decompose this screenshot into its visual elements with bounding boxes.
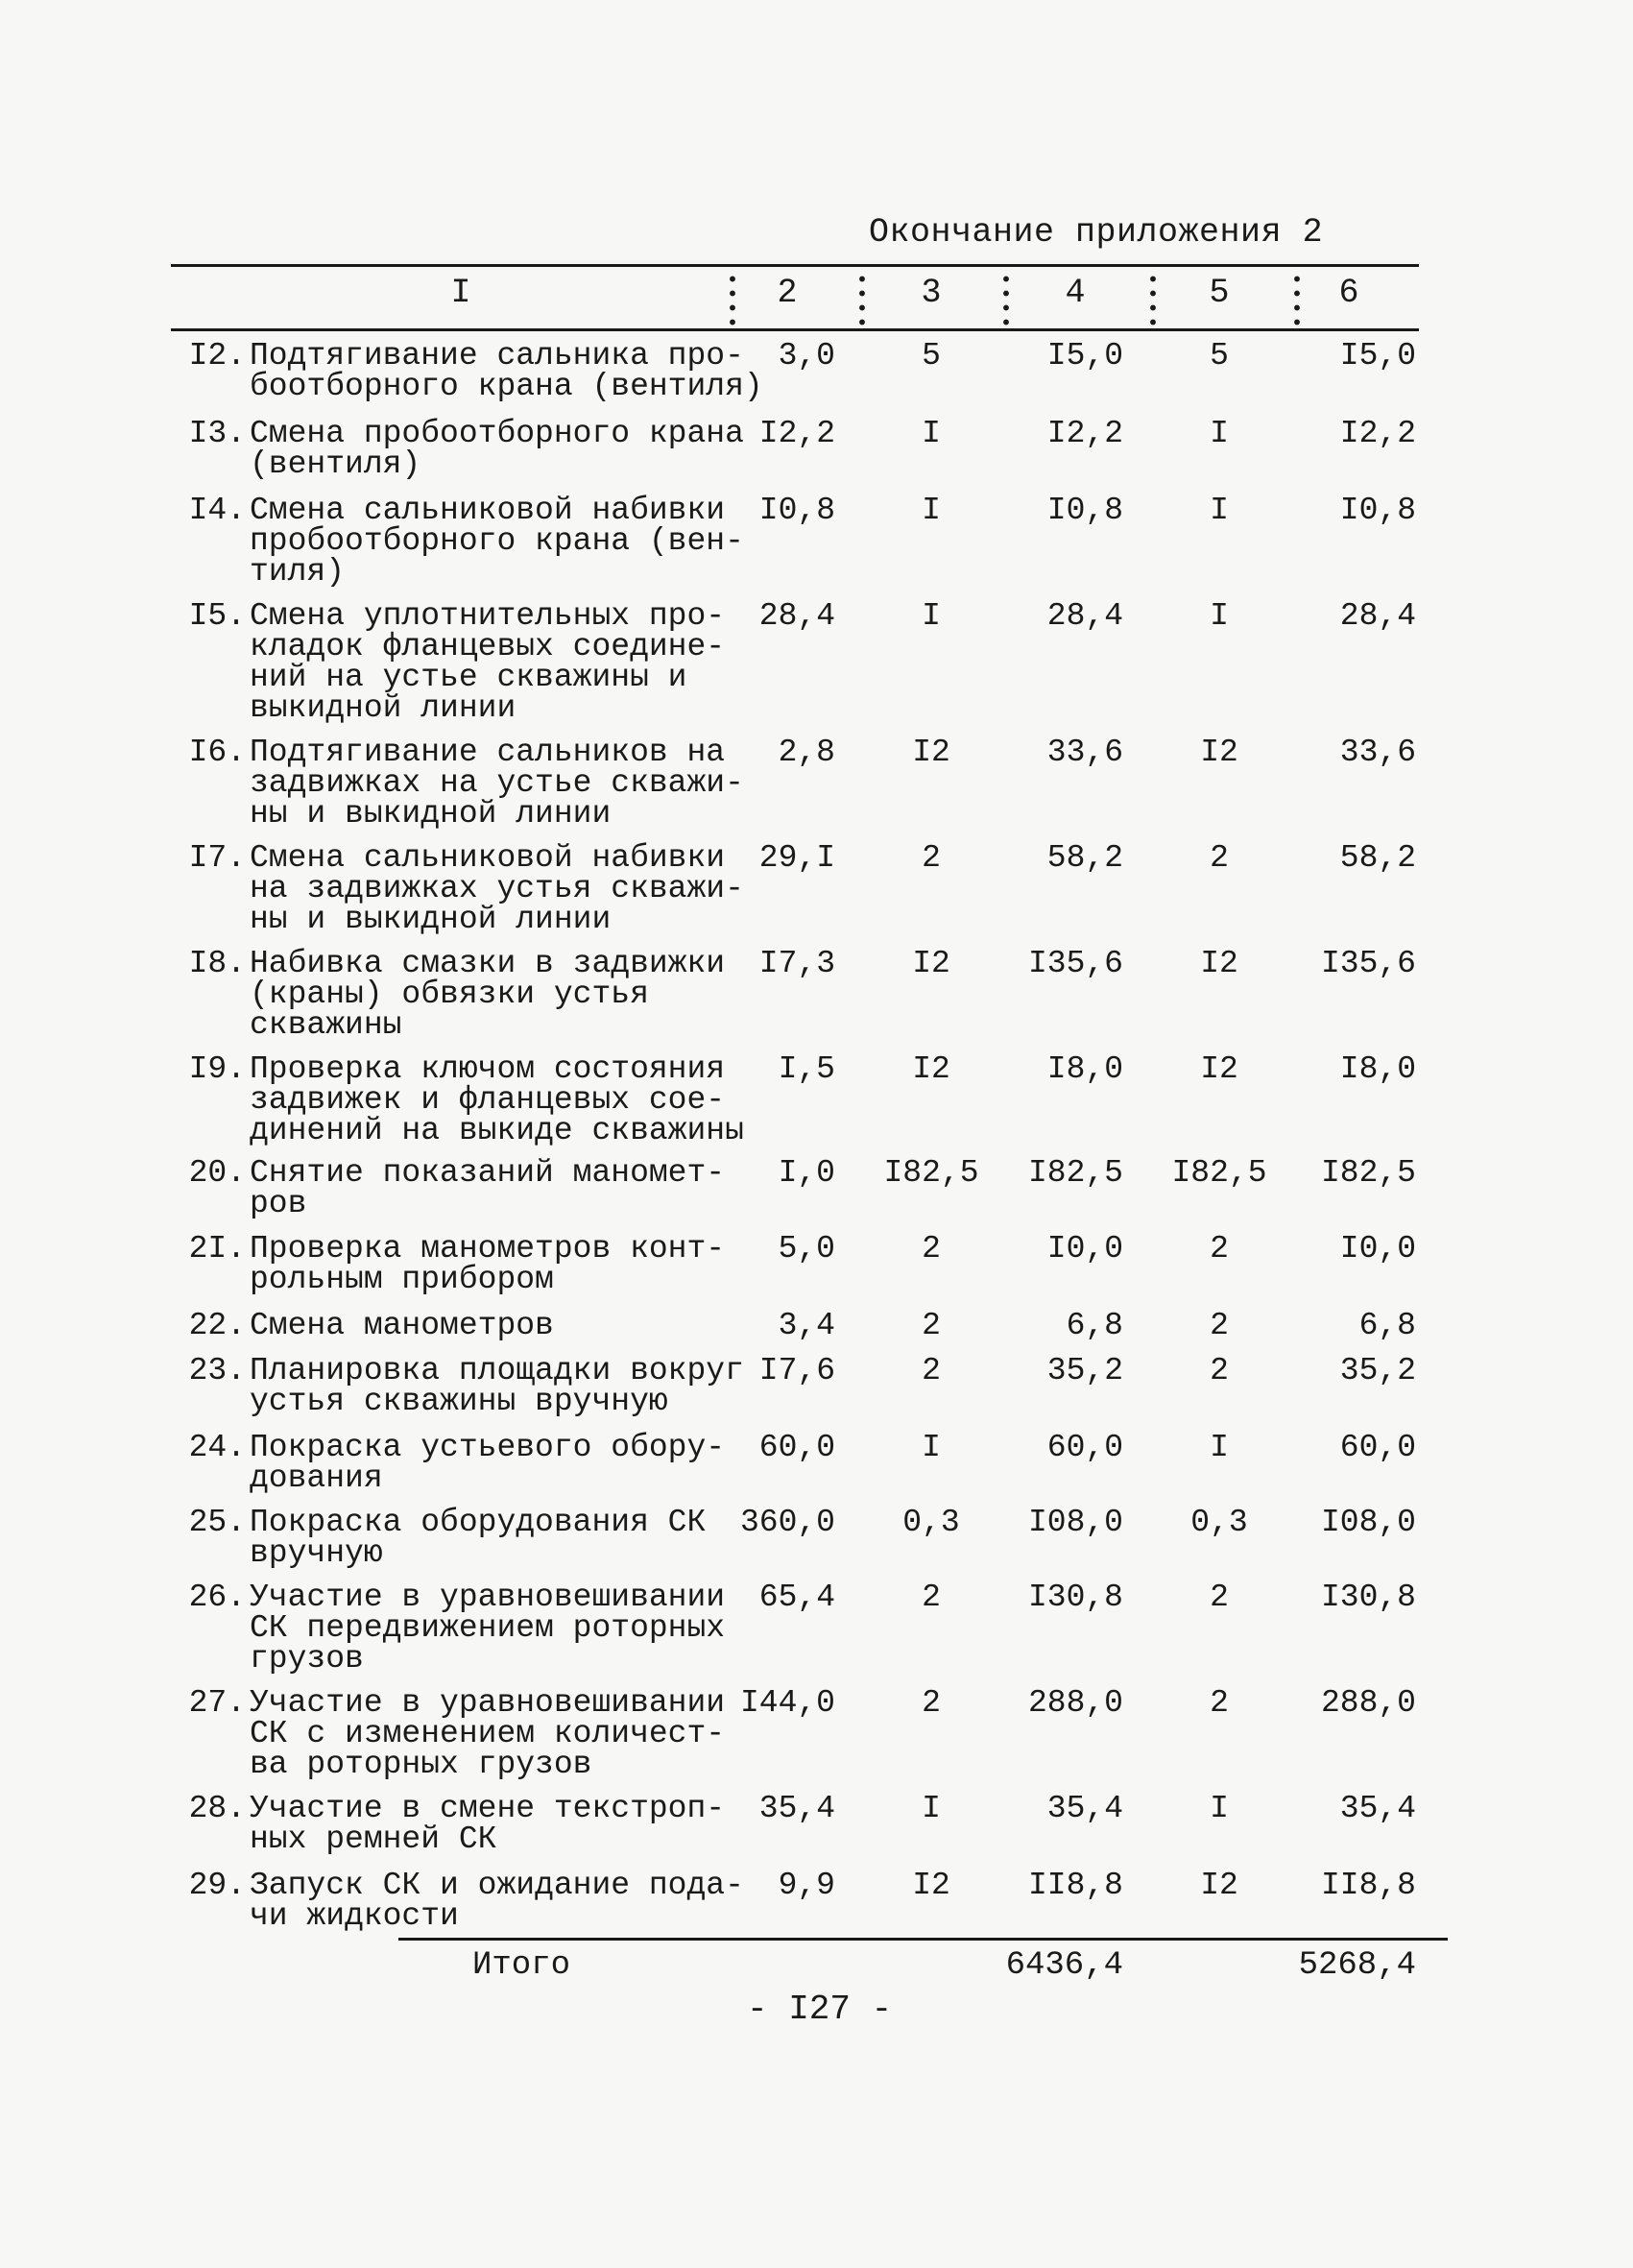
- cell-c5: I82,5: [1171, 1155, 1267, 1191]
- row-number: 25.: [188, 1505, 246, 1540]
- description-line: Проверка ключом состояния: [250, 1051, 726, 1087]
- description-line: тиля): [250, 554, 346, 590]
- total-label: Итого: [472, 1947, 571, 1984]
- row-number: 27.: [188, 1685, 246, 1721]
- cell-c5: I: [1210, 598, 1229, 634]
- description-line: дования: [250, 1460, 383, 1496]
- row-number: I9.: [188, 1051, 246, 1087]
- total-top-rule: [398, 1938, 1448, 1941]
- header-col-3: 3: [921, 274, 942, 312]
- description-line: кладок фланцевых соедине-: [250, 629, 726, 664]
- cell-c2: 60,0: [758, 1430, 835, 1465]
- cell-c4: 60,0: [1046, 1430, 1123, 1465]
- cell-c2: I2,2: [758, 416, 835, 451]
- description-line: (вентиля): [250, 446, 421, 482]
- description-line: (краны) обвязки устья: [250, 977, 649, 1012]
- cell-c3: I2: [912, 1868, 950, 1903]
- header-col-6: 6: [1338, 274, 1359, 312]
- description-line: Подтягивание сальников на: [250, 735, 726, 770]
- description-line: боотборного крана (вентиля): [250, 369, 763, 404]
- description-line: динений на выкиде скважины: [250, 1113, 744, 1148]
- description-line: Смена уплотнительных про-: [250, 598, 726, 634]
- description-line: Покраска оборудования СК: [250, 1505, 707, 1540]
- description-line: задвижках на устье скважи-: [250, 765, 744, 801]
- description-line: Смена пробоотборного крана: [250, 416, 744, 451]
- row-number: I3.: [188, 416, 246, 451]
- header-bottom-rule: [171, 328, 1419, 331]
- header-col-5: 5: [1209, 274, 1230, 312]
- cell-c6: I35,6: [1320, 946, 1416, 981]
- description-line: ны и выкидной линии: [250, 796, 612, 832]
- cell-c4: I8,0: [1046, 1051, 1123, 1087]
- cell-c5: I: [1210, 1430, 1229, 1465]
- cell-c3: 2: [922, 1353, 941, 1388]
- cell-c5: 2: [1210, 1231, 1229, 1267]
- cell-c6: 28,4: [1339, 598, 1416, 634]
- row-number: 26.: [188, 1580, 246, 1615]
- description-line: грузов: [250, 1641, 364, 1677]
- cell-c2: I,0: [778, 1155, 835, 1191]
- cell-c3: 0,3: [902, 1505, 960, 1540]
- cell-c2: 2,8: [778, 735, 835, 770]
- cell-c3: I2: [912, 735, 950, 770]
- cell-c6: 35,4: [1339, 1791, 1416, 1826]
- row-description: [250, 1308, 749, 1343]
- description-line: пробоотборного крана (вен-: [250, 523, 744, 559]
- cell-c6: I82,5: [1320, 1155, 1416, 1191]
- table-caption: Окончание приложения 2: [869, 213, 1324, 252]
- cell-c6: I08,0: [1320, 1505, 1416, 1540]
- header-col-2: 2: [777, 274, 798, 312]
- cell-c6: 288,0: [1320, 1685, 1416, 1721]
- description-line: СК передвижением роторных: [250, 1610, 726, 1646]
- row-description: [250, 1870, 749, 1932]
- cell-c6: 6,8: [1358, 1308, 1416, 1343]
- description-line: устья скважины вручную: [250, 1384, 668, 1419]
- row-number: 23.: [188, 1353, 246, 1388]
- row-description: [250, 1051, 749, 1148]
- row-description: [250, 1791, 749, 1857]
- cell-c4: I0,8: [1046, 493, 1123, 528]
- cell-c3: 5: [922, 338, 941, 374]
- header-separator: [1294, 272, 1300, 329]
- cell-c6: I0,0: [1339, 1231, 1416, 1267]
- cell-c5: 2: [1210, 1308, 1229, 1343]
- description-line: Подтягивание сальника про-: [250, 338, 744, 374]
- cell-c2: 9,9: [778, 1868, 835, 1903]
- row-description: [250, 1231, 749, 1297]
- total-col-4: 6436,4: [1005, 1947, 1123, 1984]
- cell-c4: I82,5: [1027, 1155, 1123, 1191]
- description-line: на задвижках устья скважи-: [250, 871, 744, 906]
- cell-c5: 2: [1210, 1685, 1229, 1721]
- cell-c2: 5,0: [778, 1231, 835, 1267]
- cell-c2: 65,4: [758, 1580, 835, 1615]
- header-separator: [859, 272, 865, 329]
- header-col-4: 4: [1065, 274, 1086, 312]
- table-top-rule: [171, 264, 1419, 267]
- cell-c5: I2: [1200, 946, 1238, 981]
- cell-c6: 35,2: [1339, 1353, 1416, 1388]
- cell-c2: I7,6: [758, 1353, 835, 1388]
- description-line: Запуск СК и ожидание пода-: [250, 1868, 744, 1903]
- cell-c5: I: [1210, 1791, 1229, 1826]
- description-line: ных ремней СК: [250, 1822, 497, 1857]
- page-number: - I27 -: [747, 1990, 893, 2029]
- cell-c4: I5,0: [1046, 338, 1123, 374]
- header-separator: [730, 272, 735, 329]
- description-line: ний на устье скважины и: [250, 660, 687, 695]
- cell-c4: 58,2: [1046, 840, 1123, 876]
- description-line: Участие в смене текстроп-: [250, 1791, 726, 1826]
- header-separator: [1003, 272, 1009, 329]
- cell-c6: 60,0: [1339, 1430, 1416, 1465]
- cell-c4: 35,4: [1046, 1791, 1123, 1826]
- cell-c4: 35,2: [1046, 1353, 1123, 1388]
- cell-c3: 2: [922, 1685, 941, 1721]
- description-line: Покраска устьевого обору-: [250, 1430, 726, 1465]
- description-line: Смена сальниковой набивки: [250, 840, 726, 876]
- cell-c2: I,5: [778, 1051, 835, 1087]
- row-number: 20.: [188, 1155, 246, 1191]
- row-number: 28.: [188, 1791, 246, 1826]
- description-line: ва роторных грузов: [250, 1747, 592, 1782]
- description-line: рольным прибором: [250, 1262, 554, 1297]
- row-description: [250, 598, 749, 726]
- header-col-1: I: [450, 274, 471, 312]
- cell-c6: I8,0: [1339, 1051, 1416, 1087]
- description-line: Снятие показаний маномет-: [250, 1155, 726, 1191]
- cell-c2: 35,4: [758, 1791, 835, 1826]
- row-description: [250, 1155, 749, 1221]
- cell-c3: I2: [912, 946, 950, 981]
- description-line: Смена сальниковой набивки: [250, 493, 726, 528]
- row-description: [250, 495, 749, 588]
- cell-c4: I35,6: [1027, 946, 1123, 981]
- row-description: [250, 1430, 749, 1496]
- cell-c3: I82,5: [883, 1155, 979, 1191]
- cell-c2: I44,0: [739, 1685, 835, 1721]
- row-description: [250, 338, 763, 404]
- cell-c3: I: [922, 416, 941, 451]
- cell-c2: I0,8: [758, 493, 835, 528]
- header-separator: [1150, 272, 1156, 329]
- cell-c4: I30,8: [1027, 1580, 1123, 1615]
- cell-c3: I: [922, 493, 941, 528]
- cell-c6: 58,2: [1339, 840, 1416, 876]
- cell-c5: I2: [1200, 1868, 1238, 1903]
- row-description: [250, 1582, 749, 1675]
- cell-c4: I0,0: [1046, 1231, 1123, 1267]
- cell-c4: I2,2: [1046, 416, 1123, 451]
- cell-c3: I: [922, 598, 941, 634]
- row-number: 29.: [188, 1868, 246, 1903]
- cell-c6: I30,8: [1320, 1580, 1416, 1615]
- cell-c2: 29,I: [758, 840, 835, 876]
- cell-c5: 2: [1210, 840, 1229, 876]
- description-line: выкидной линии: [250, 690, 516, 726]
- description-line: Планировка площадки вокруг: [250, 1353, 744, 1388]
- row-number: I8.: [188, 946, 246, 981]
- row-description: [250, 1505, 749, 1571]
- description-line: Участие в уравновешивании: [250, 1580, 726, 1615]
- cell-c3: 2: [922, 840, 941, 876]
- description-line: Проверка манометров конт-: [250, 1231, 726, 1267]
- row-number: 2I.: [188, 1231, 246, 1267]
- description-line: ны и выкидной линии: [250, 902, 612, 937]
- cell-c6: I5,0: [1339, 338, 1416, 374]
- row-description: [250, 946, 749, 1043]
- description-line: чи жидкости: [250, 1898, 459, 1934]
- row-number: I6.: [188, 735, 246, 770]
- cell-c3: I: [922, 1430, 941, 1465]
- cell-c3: I: [922, 1791, 941, 1826]
- cell-c5: 2: [1210, 1353, 1229, 1388]
- row-description: [250, 416, 749, 482]
- row-number: I2.: [188, 338, 246, 374]
- cell-c5: 2: [1210, 1580, 1229, 1615]
- cell-c2: 3,4: [778, 1308, 835, 1343]
- total-col-6: 5268,4: [1298, 1947, 1416, 1984]
- cell-c5: I: [1210, 493, 1229, 528]
- cell-c6: 33,6: [1339, 735, 1416, 770]
- cell-c4: 33,6: [1046, 735, 1123, 770]
- row-description: [250, 1353, 749, 1419]
- cell-c4: 288,0: [1027, 1685, 1123, 1721]
- cell-c3: I2: [912, 1051, 950, 1087]
- cell-c4: 6,8: [1066, 1308, 1123, 1343]
- cell-c2: 360,0: [739, 1505, 835, 1540]
- cell-c5: I: [1210, 416, 1229, 451]
- description-line: ров: [250, 1186, 307, 1221]
- description-line: Набивка смазки в задвижки: [250, 946, 726, 981]
- cell-c2: 28,4: [758, 598, 835, 634]
- description-line: Смена манометров: [250, 1308, 554, 1343]
- cell-c6: I0,8: [1339, 493, 1416, 528]
- row-number: 22.: [188, 1308, 246, 1343]
- description-line: вручную: [250, 1535, 383, 1571]
- row-description: [250, 840, 749, 937]
- cell-c3: 2: [922, 1308, 941, 1343]
- cell-c6: II8,8: [1320, 1868, 1416, 1903]
- cell-c5: 0,3: [1190, 1505, 1248, 1540]
- cell-c4: 28,4: [1046, 598, 1123, 634]
- cell-c2: 3,0: [778, 338, 835, 374]
- cell-c5: I2: [1200, 735, 1238, 770]
- cell-c5: I2: [1200, 1051, 1238, 1087]
- description-line: скважины: [250, 1007, 402, 1043]
- row-description: [250, 737, 749, 830]
- row-number: I5.: [188, 598, 246, 634]
- row-number: 24.: [188, 1430, 246, 1465]
- cell-c6: I2,2: [1339, 416, 1416, 451]
- cell-c2: I7,3: [758, 946, 835, 981]
- cell-c5: 5: [1210, 338, 1229, 374]
- description-line: СК с изменением количест-: [250, 1716, 726, 1751]
- description-line: Участие в уравновешивании: [250, 1685, 726, 1721]
- row-description: [250, 1685, 749, 1782]
- cell-c4: I08,0: [1027, 1505, 1123, 1540]
- cell-c3: 2: [922, 1231, 941, 1267]
- row-number: I7.: [188, 840, 246, 876]
- cell-c3: 2: [922, 1580, 941, 1615]
- row-number: I4.: [188, 493, 246, 528]
- description-line: задвижек и фланцевых сое-: [250, 1082, 726, 1118]
- cell-c4: II8,8: [1027, 1868, 1123, 1903]
